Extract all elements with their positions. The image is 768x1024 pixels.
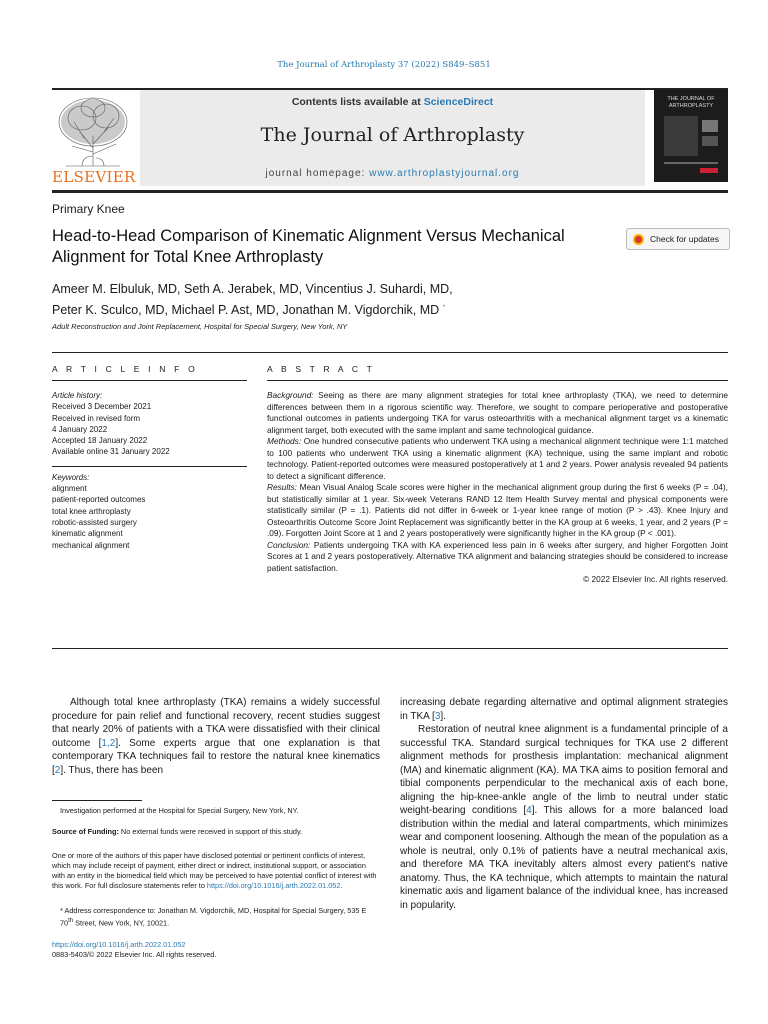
correspondence-text: Address correspondence to: Jonathan M. Vigdorchik, MD, Hospital for Special Surgery, 535 E 70 [60,906,367,928]
check-updates-button[interactable] [626,228,730,250]
homepage-link[interactable]: www.arthroplastyjournal.org [369,168,520,179]
footnote-correspondence [52,906,380,928]
author-list [52,280,612,320]
contents-line [140,96,645,108]
corresponding-author-mark[interactable]: * [442,305,446,311]
body-right-column [400,696,728,912]
footnote-investigation: Investigation performed at the Hospital for Special Surgery, New York, NY. [60,806,299,815]
journal-title: The Journal of Arthroplasty [260,124,525,146]
body-text: Although total knee arthroplasty (TKA) remains a widely successful procedure for pain relief and functional recovery, recent studies suggest that nearly 20% of patients with a TKA were dissatisfied with their clinical outcome [ [52,697,380,749]
background-label: Background: [267,390,314,400]
keywords-rule [52,466,247,467]
reference-link[interactable]: 2 [54,764,61,776]
affiliation: Adult Reconstruction and Joint Replacement, Hospital for Special Surgery, New York, NY [52,322,348,331]
body-left-column [52,696,380,777]
history-item: Available online 31 January 2022 [52,447,170,457]
header-bottom-rule [52,190,728,193]
body-paragraph [400,696,728,723]
homepage-prefix: journal homepage: [265,168,366,179]
body-text: ]. This allows for a more balanced load distribution within the medial and lateral compartments, which minimizes wear and component loosening. Although the mean of the population as a whole is neutral, only 0.1% of patients have a neutral mechanical axis, and therefore MA TKA inevitably alters almost every patient's native anatomy. Thus, the KA technique, which attempts to maintain the natural kinematic axis and ligament balance of the individual knee, has increased in popularity. [400,805,728,911]
conclusion-label: Conclusion: [267,539,311,550]
contents-prefix: Contents lists available at [291,96,421,108]
abstract-copyright: © 2022 Elsevier Inc. All rights reserved. [583,574,728,584]
funding-text: No external funds were received in support of this study. [120,827,303,836]
abstract-rule [267,380,728,381]
abstract-conclusion [267,540,728,575]
footnote-funding [52,827,380,837]
abstract-heading: A B S T R A C T [267,364,376,374]
body-text: ]. [440,710,446,722]
history-item: Received 3 December 2021 [52,402,152,412]
crossmark-icon [633,234,644,245]
article-title: Head-to-Head Comparison of Kinematic Alignment Versus Mechanical Alignment for Total Knee Arthroplasty [52,227,565,266]
body-text: increasing debate regarding alternative and optimal alignment strategies in TKA [ [400,697,728,722]
authors-line-2: Peter K. Sculco, MD, Michael P. Ast, MD, Jonathan M. Vigdorchik, MD [52,303,440,318]
article-section: Primary Knee [52,202,125,216]
abstract-methods [267,436,728,482]
abstract-body [267,390,728,586]
history-item: 4 January 2022 [52,424,108,434]
reference-link[interactable]: 4 [526,805,532,816]
info-top-rule [52,352,728,353]
keyword: patient-reported outcomes [52,495,146,505]
methods-label: Methods: [267,436,302,446]
correspondence-text-2: Street, New York, NY, 10021. [75,918,170,928]
keyword: mechanical alignment [52,540,130,550]
publisher-wordmark: ELSEVIER [52,168,136,186]
check-updates-label: Check for updates [650,234,719,244]
abstract-bottom-rule [52,648,728,649]
keyword: alignment [52,484,87,494]
journal-homepage [140,168,645,179]
keywords-label: Keywords: [52,472,90,482]
info-rule [52,380,247,381]
footnote-rule [52,800,142,801]
reference-link[interactable]: 3 [434,710,441,722]
history-item: Accepted 18 January 2022 [52,436,148,446]
abstract-results [267,482,728,540]
reference-link[interactable]: 1,2 [101,737,116,749]
sciencedirect-link[interactable]: ScienceDirect [423,96,494,108]
journal-citation: The Journal of Arthroplasty 37 (2022) S849–S851 [277,60,491,70]
article-info-heading: A R T I C L E I N F O [52,364,198,374]
disclosure-link[interactable]: https://doi.org/10.1016/j.arth.2022.01.052 [206,881,341,890]
correspondence-mark: * [60,906,63,915]
keyword: kinematic alignment [52,529,123,539]
results-text: Mean Visual Analog Scale scores were higher in the mechanical alignment group during the first 6 weeks (P = .04), but statistically similar at 1 year. Six-week Veterans RAND 12 Item Health Survey mental and physical components were statistically similar (P = .1). Patients did not differ in 6-week or 1-year knee range of motion (P > .43). Knee Injury and Osteoarthritis Outcome Score Joint Replacement was significantly better in the KA group at 6 weeks, 1 year, and 2 years (P = .09). Forgotten Joint Score at 1 and 2 years postoperatively were significantly higher in the KA group (P < .001). [267,482,728,538]
keyword: total knee arthroplasty [52,506,131,516]
body-paragraph [52,696,380,777]
background-text: Seeing as there are many alignment strategies for total knee arthroplasty (TKA), we need to determine differences between them in a rigorous scientific way. Therefore, we sought to compare perioperative and postoperative functional outcomes in patients undergoing TKA for varus osteoarthritis with a mechanical alignment target vs a kinematic alignment target, both executed with the same implant and same technological guidance. [267,390,728,435]
body-text: ]. Thus, there has been [60,764,164,776]
authors-line-1: Ameer M. Elbuluk, MD, Seth A. Jerabek, MD, Vincentius J. Suhardi, MD, [52,282,453,296]
doi-footer [52,940,380,960]
cover-title: THE JOURNAL OF ARTHROPLASTY [667,96,715,109]
history-item: Received in revised form [52,413,141,423]
results-label: Results: [267,482,297,492]
issn-line: 0883-5403/© 2022 Elsevier Inc. All rights reserved. [52,950,217,959]
funding-label: Source of Funding: [52,827,119,836]
correspondence-sup: th [68,918,74,924]
article-info [52,390,247,551]
cover-image-icon [660,114,722,176]
body-paragraph [400,723,728,912]
methods-text: One hundred consecutive patients who underwent TKA using a mechanical alignment technique were 1:1 matched to 100 patients who underwent TKA using a kinematic alignment (KA) technique, using the same implant and robotic technology. Patient-reported outcomes were measured postoperatively at 1 and 2 years. Power analysis revealed 94 patients to detect a significant difference. [267,436,728,481]
conclusion-text: Patients undergoing TKA with KA experienced less pain in 6 weeks after surgery, and higher Forgotten Joint Scores at 1 and 2 years postoperatively. Alternative TKA alignment and balancing strategies should be considered to increase patient satisfaction. [267,539,728,573]
history-label: Article history: [52,391,103,400]
footnote-disclosure: One or more of the authors of this paper have disclosed potential or pertinent conflicts of interest, which may include receipt of payment, either direct or indirect, institutional support, or association with an entity in the biomedical field which may be perceived to have potential conflict of interest with this work. For full disclosure statements refer to https://doi.org/10.1016/j.arth.2022.01.052. [52,851,377,890]
disclosure-text: One or more of the authors of this paper have disclosed potential or pertinent conflicts of interest, which may include receipt of payment, either direct or indirect, institutional support, or association with an entity in the biomedical field which may be perceived to have potential conflict of interest with this work. For full disclosure statements refer to [52,851,377,890]
body-text: ]. Some experts argue that one explanation is that contemporary TKA techniques fail to restore the natural knee kinematics [ [52,737,380,776]
abstract-background [267,390,728,436]
body-text: Restoration of neutral knee alignment is a fundamental principle of a successful TKA. Standard surgical techniques for TKA use 2 different alignment methods for prosthesis implantation: mechanical alignment (MA) and kinematic alignment (KA). MA TKA aims to position femoral and tibial components perpendicular to the mechanical axis of each bone, aligning the hip-knee-ankle angle of the limb to neutral under static weight-bearing conditions [ [400,724,728,816]
doi-link[interactable]: https://doi.org/10.1016/j.arth.2022.01.052 [52,940,186,949]
keyword: robotic-assisted surgery [52,517,137,527]
